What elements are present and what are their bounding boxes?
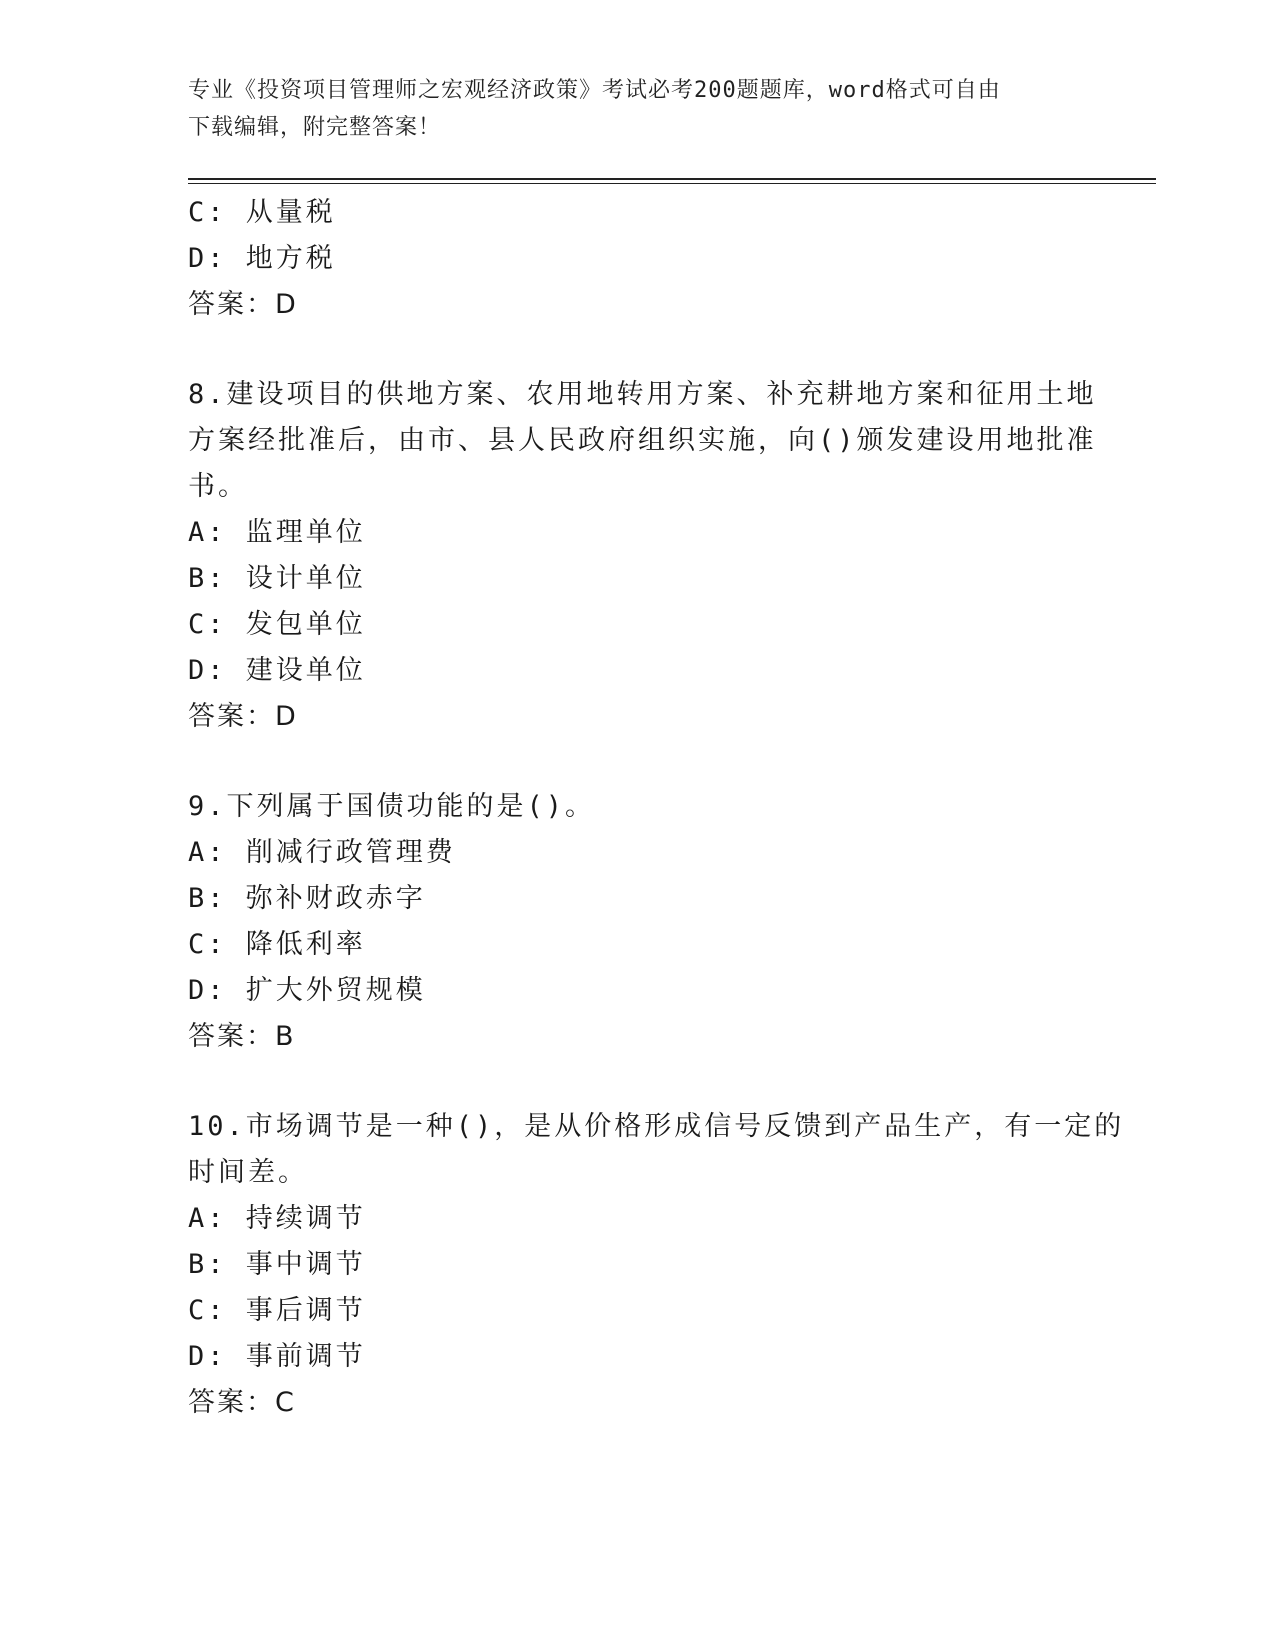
option-c: C: 降低利率 <box>188 929 366 960</box>
question-text-line: 书。 <box>188 471 248 502</box>
question-block <box>188 190 1088 328</box>
option-b: B: 弥补财政赤字 <box>188 883 426 914</box>
header-line-2: 下载编辑，附完整答案！ <box>188 115 442 140</box>
option-a: A: 削减行政管理费 <box>188 837 456 868</box>
question-block <box>188 1104 1125 1426</box>
header-line-1: 专业《投资项目管理师之宏观经济政策》考试必考200题题库，word格式可自由 <box>188 78 1001 103</box>
question-text-line: 8.建设项目的供地方案、农用地转用方案、补充耕地方案和征用土地 <box>188 379 1097 410</box>
option-d: D: 建设单位 <box>188 655 366 686</box>
option-a: A: 监理单位 <box>188 517 366 548</box>
question-text-line: 9.下列属于国债功能的是()。 <box>188 791 596 822</box>
document-header <box>188 72 1088 146</box>
answer-line: 答案：D <box>188 701 298 732</box>
question-block <box>188 784 1088 1060</box>
question-text-line: 时间差。 <box>188 1157 308 1188</box>
question-list <box>188 190 1125 1470</box>
answer-line: 答案：C <box>188 1387 296 1418</box>
option-b: B: 事中调节 <box>188 1249 366 1280</box>
option-d: D: 扩大外贸规模 <box>188 975 426 1006</box>
option-d: D: 事前调节 <box>188 1341 366 1372</box>
option-d: D: 地方税 <box>188 243 336 274</box>
question-block <box>188 372 1097 740</box>
question-text-line: 方案经批准后，由市、县人民政府组织实施，向()颁发建设用地批准 <box>188 425 1097 456</box>
option-c: C: 从量税 <box>188 197 336 228</box>
answer-line: 答案：B <box>188 1021 296 1052</box>
option-c: C: 发包单位 <box>188 609 366 640</box>
answer-line: 答案：D <box>188 289 298 320</box>
option-c: C: 事后调节 <box>188 1295 366 1326</box>
option-b: B: 设计单位 <box>188 563 366 594</box>
option-a: A: 持续调节 <box>188 1203 366 1234</box>
question-text-line: 10.市场调节是一种()，是从价格形成信号反馈到产品生产，有一定的 <box>188 1111 1125 1142</box>
header-divider <box>188 178 1156 184</box>
